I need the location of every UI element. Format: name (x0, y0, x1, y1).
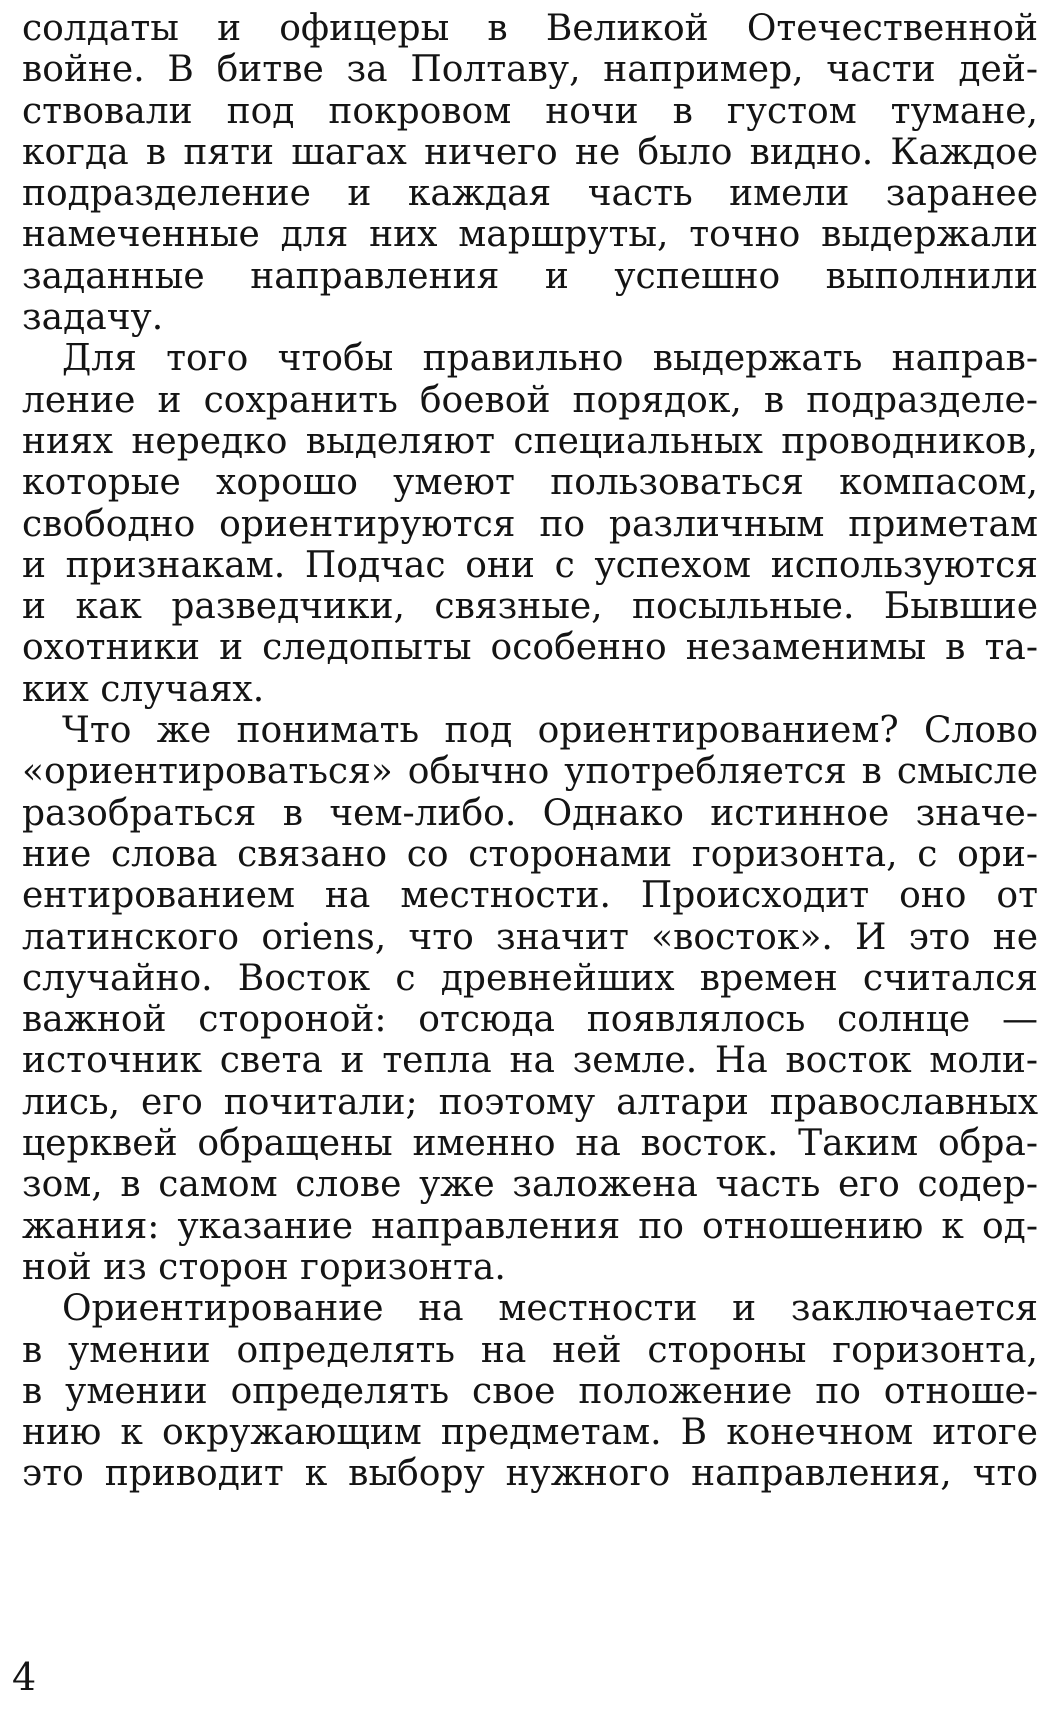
text-line: важной стороной: отсюда появлялось солнце — (22, 999, 1038, 1041)
text-line: задачу. (22, 297, 164, 339)
text-line: разобраться в чем-либо. Однако истинное значе- (22, 792, 1038, 834)
text-line: латинского oriens, что значит «восток». И это не (22, 916, 1038, 958)
text-line: ствовали под покровом ночи в густом тумане, (22, 90, 1038, 132)
text-line: когда в пяти шагах ничего не было видно. Каждое (22, 131, 1038, 173)
paragraph-2 (22, 338, 1038, 710)
text-line: лись, его почитали; поэтому алтари православных (22, 1081, 1038, 1123)
text-line: жания: указание направления по отношению к од- (22, 1205, 1038, 1247)
text-line: войне. В битве за Полтаву, например, части дей- (22, 49, 1038, 91)
text-line: свободно ориентируются по различным приметам (22, 503, 1038, 545)
text-line: нию к окружающим предметам. В конечном итоге (22, 1412, 1038, 1454)
text-line: Для того чтобы правильно выдержать направ- (62, 338, 1038, 380)
text-line: церквей обращены именно на восток. Таким обра- (22, 1123, 1038, 1165)
text-line: ких случаях. (22, 668, 265, 710)
text-line: это приводит к выбору нужного направления, что (22, 1453, 1038, 1495)
body-text (22, 8, 1038, 1495)
text-line: «ориентироваться» обычно употребляется в смысле (22, 751, 1038, 793)
text-line: ентированием на местности. Происходит оно от (22, 875, 1038, 917)
text-line: охотники и следопыты особенно незаменимы в та- (22, 627, 1038, 669)
text-line: ние слова связано со сторонами горизонта, с ори- (22, 833, 1038, 875)
text-line: и признакам. Подчас они с успехом используются (22, 544, 1038, 586)
text-line: в умении определять свое положение по отноше- (22, 1370, 1038, 1412)
text-line: источник света и тепла на земле. На восток моли- (22, 1040, 1038, 1082)
text-line: и как разведчики, связные, посыльные. Бывшие (22, 586, 1038, 628)
text-line: Ориентирование на местности и заключается (62, 1288, 1038, 1330)
page-number: 4 (12, 1655, 37, 1699)
text-line: зом, в самом слове уже заложена часть его содер- (22, 1164, 1038, 1206)
text-line: солдаты и офицеры в Великой Отечественной (22, 8, 1038, 49)
text-line: в умении определять на ней стороны горизонта, (22, 1329, 1038, 1371)
paragraph-1 (22, 8, 1038, 338)
text-line: Что же понимать под ориентированием? Слово (62, 710, 1038, 752)
text-line: которые хорошо умеют пользоваться компасом, (22, 462, 1038, 504)
text-line: ление и сохранить боевой порядок, в подразделе- (22, 379, 1038, 421)
text-line: заданные направления и успешно выполнили (22, 255, 1038, 297)
text-line: ниях нередко выделяют специальных проводников, (22, 420, 1038, 462)
text-line: намеченные для них маршруты, точно выдержали (22, 214, 1038, 256)
text-line: случайно. Восток с древнейших времен считался (22, 957, 1038, 999)
text-line: ной из сторон горизонта. (22, 1246, 506, 1288)
text-line: подразделение и каждая часть имели заранее (22, 173, 1038, 215)
paragraph-4 (22, 1288, 1038, 1494)
paragraph-3 (22, 710, 1038, 1288)
